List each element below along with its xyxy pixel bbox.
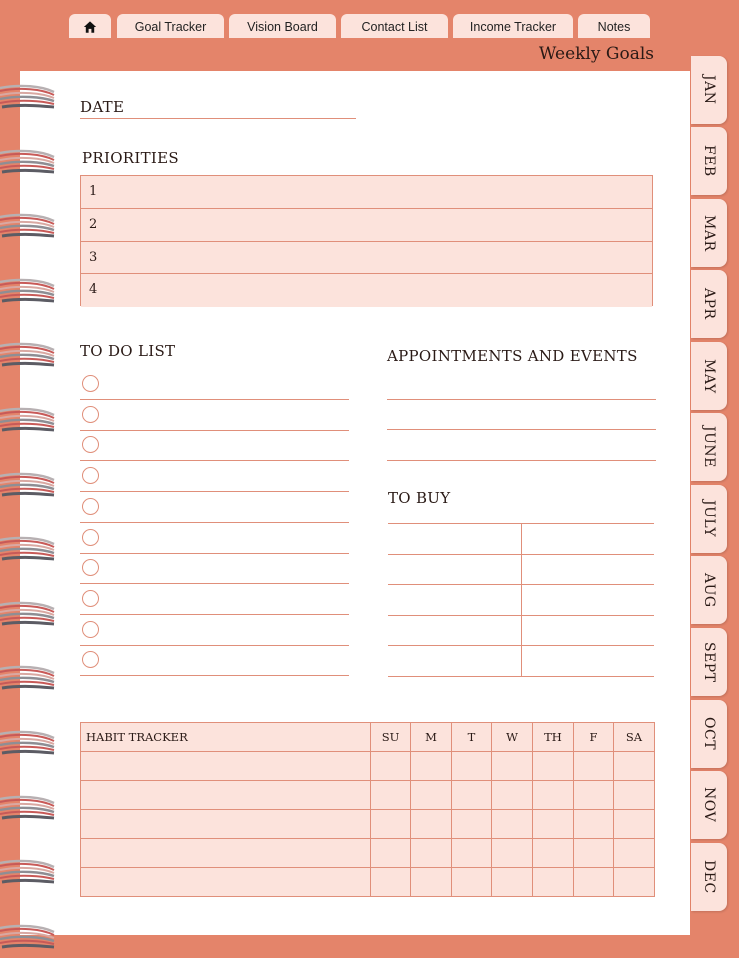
day-header: F xyxy=(574,723,614,752)
habit-day-cell[interactable] xyxy=(533,810,574,839)
habit-name-cell[interactable] xyxy=(81,868,371,897)
todo-label: TO DO LIST xyxy=(80,342,176,360)
page-title: Weekly Goals xyxy=(538,44,654,64)
spiral-ring xyxy=(0,276,56,306)
spiral-ring xyxy=(0,663,56,693)
spiral-ring xyxy=(0,340,56,370)
priorities-list xyxy=(80,175,653,306)
tab-label: AUG xyxy=(701,572,717,608)
spiral-ring xyxy=(0,211,56,241)
tab-may[interactable] xyxy=(691,342,727,410)
habit-day-cell[interactable] xyxy=(574,839,614,868)
habit-row xyxy=(81,752,655,781)
todo-line[interactable] xyxy=(80,645,349,646)
habit-day-cell[interactable] xyxy=(614,810,655,839)
habit-day-cell[interactable] xyxy=(452,752,492,781)
tab-dec[interactable] xyxy=(691,843,727,911)
habit-day-cell[interactable] xyxy=(492,868,533,897)
habit-header-row xyxy=(81,723,655,752)
appointment-line[interactable] xyxy=(387,429,656,430)
habit-day-cell[interactable] xyxy=(614,752,655,781)
habit-name-cell[interactable] xyxy=(81,781,371,810)
habit-day-cell[interactable] xyxy=(533,839,574,868)
appointment-line[interactable] xyxy=(387,399,656,400)
day-header: W xyxy=(492,723,533,752)
tab-label: APR xyxy=(701,288,717,320)
spiral-ring xyxy=(0,857,56,887)
priorities-label: PRIORITIES xyxy=(82,149,179,167)
tab-contact-list[interactable]: Contact List xyxy=(341,14,448,40)
priority-number: 2 xyxy=(89,216,98,232)
priority-number: 3 xyxy=(89,249,98,265)
tab-income-tracker[interactable]: Income Tracker xyxy=(453,14,573,40)
habit-name-cell[interactable] xyxy=(81,752,371,781)
tab-label: DEC xyxy=(701,860,717,894)
home-icon xyxy=(83,20,97,34)
priority-row[interactable] xyxy=(81,242,652,275)
tab-june[interactable] xyxy=(691,413,727,481)
tab-label: NOV xyxy=(701,787,717,823)
tab-label: SEPT xyxy=(701,641,717,683)
tab-feb[interactable] xyxy=(691,127,727,195)
habit-name-cell[interactable] xyxy=(81,810,371,839)
appointment-line[interactable] xyxy=(387,460,656,461)
tab-label: MAR xyxy=(701,214,717,252)
habit-day-cell[interactable] xyxy=(452,810,492,839)
tab-label: MAY xyxy=(701,358,717,394)
habit-day-cell[interactable] xyxy=(533,781,574,810)
tab-aug[interactable] xyxy=(691,556,727,624)
tab-mar[interactable] xyxy=(691,199,727,267)
todo-line[interactable] xyxy=(80,522,349,523)
to-buy-divider xyxy=(521,523,522,676)
habit-day-cell[interactable] xyxy=(371,868,411,897)
habit-day-cell[interactable] xyxy=(492,810,533,839)
todo-line[interactable] xyxy=(80,553,349,554)
spiral-ring xyxy=(0,405,56,435)
habit-name-cell[interactable] xyxy=(81,839,371,868)
day-header: TH xyxy=(533,723,574,752)
habit-day-cell[interactable] xyxy=(574,752,614,781)
habit-row xyxy=(81,868,655,897)
tab-home[interactable] xyxy=(69,14,111,40)
todo-checkbox[interactable] xyxy=(82,498,99,515)
priority-number: 1 xyxy=(89,184,98,199)
spiral-ring xyxy=(0,728,56,758)
to-buy-label: TO BUY xyxy=(388,489,451,507)
todo-checkbox[interactable] xyxy=(82,406,99,423)
tab-label: JAN xyxy=(701,75,717,105)
todo-line[interactable] xyxy=(80,583,349,584)
spiral-ring xyxy=(0,534,56,564)
todo-checkbox[interactable] xyxy=(82,621,99,638)
tab-vision-board[interactable]: Vision Board xyxy=(229,14,336,40)
todo-line[interactable] xyxy=(80,460,349,461)
spiral-ring xyxy=(0,470,56,500)
habit-day-cell[interactable] xyxy=(492,781,533,810)
day-header: SU xyxy=(371,723,411,752)
todo-checkbox[interactable] xyxy=(82,467,99,484)
todo-line[interactable] xyxy=(80,491,349,492)
habit-row xyxy=(81,781,655,810)
habit-day-cell[interactable] xyxy=(411,868,452,897)
habit-row xyxy=(81,810,655,839)
tab-apr[interactable] xyxy=(691,270,727,338)
habit-day-cell[interactable] xyxy=(371,752,411,781)
habit-day-cell[interactable] xyxy=(614,839,655,868)
spiral-ring xyxy=(0,793,56,823)
habit-day-cell[interactable] xyxy=(371,781,411,810)
spiral-ring xyxy=(0,82,56,112)
day-header: SA xyxy=(614,723,655,752)
tab-label: OCT xyxy=(701,717,717,751)
priority-row[interactable] xyxy=(81,209,652,242)
tab-sept[interactable] xyxy=(691,628,727,696)
spiral-ring xyxy=(0,599,56,629)
date-label: DATE xyxy=(80,98,125,116)
habit-day-cell[interactable] xyxy=(574,868,614,897)
habit-day-cell[interactable] xyxy=(614,781,655,810)
habit-tracker-table xyxy=(80,722,655,897)
tab-label: JUNE xyxy=(701,426,717,468)
todo-checkbox[interactable] xyxy=(82,529,99,546)
priority-number: 4 xyxy=(89,282,98,298)
habit-tracker-label: HABIT TRACKER xyxy=(81,723,371,752)
header-bar xyxy=(20,38,690,71)
todo-line[interactable] xyxy=(80,399,349,400)
tab-jan[interactable] xyxy=(691,56,727,124)
tab-label: JULY xyxy=(701,500,717,538)
tab-goal-tracker[interactable]: Goal Tracker xyxy=(117,14,224,40)
date-line[interactable] xyxy=(80,118,356,119)
habit-day-cell[interactable] xyxy=(411,781,452,810)
priority-row[interactable] xyxy=(81,274,652,307)
todo-checkbox[interactable] xyxy=(82,375,99,392)
habit-day-cell[interactable] xyxy=(411,752,452,781)
habit-day-cell[interactable] xyxy=(452,868,492,897)
day-header: M xyxy=(411,723,452,752)
todo-line[interactable] xyxy=(80,430,349,431)
spiral-ring xyxy=(0,147,56,177)
habit-day-cell[interactable] xyxy=(371,839,411,868)
appointments-label: APPOINTMENTS AND EVENTS xyxy=(387,347,638,365)
tab-oct[interactable] xyxy=(691,700,727,768)
habit-day-cell[interactable] xyxy=(492,752,533,781)
todo-line[interactable] xyxy=(80,614,349,615)
habit-day-cell[interactable] xyxy=(452,839,492,868)
tab-nov[interactable] xyxy=(691,771,727,839)
habit-day-cell[interactable] xyxy=(533,752,574,781)
spiral-ring xyxy=(0,922,56,952)
habit-day-cell[interactable] xyxy=(371,810,411,839)
habit-day-cell[interactable] xyxy=(614,868,655,897)
habit-day-cell[interactable] xyxy=(533,868,574,897)
habit-day-cell[interactable] xyxy=(411,810,452,839)
day-header: T xyxy=(452,723,492,752)
tab-july[interactable] xyxy=(691,485,727,553)
habit-day-cell[interactable] xyxy=(492,839,533,868)
habit-day-cell[interactable] xyxy=(574,781,614,810)
habit-day-cell[interactable] xyxy=(452,781,492,810)
habit-row xyxy=(81,839,655,868)
tab-notes[interactable]: Notes xyxy=(578,14,650,40)
habit-day-cell[interactable] xyxy=(411,839,452,868)
habit-day-cell[interactable] xyxy=(574,810,614,839)
to-buy-line[interactable] xyxy=(388,676,654,677)
todo-checkbox[interactable] xyxy=(82,590,99,607)
tab-label: FEB xyxy=(701,145,717,177)
todo-line[interactable] xyxy=(80,675,349,676)
priority-row[interactable] xyxy=(81,176,652,209)
